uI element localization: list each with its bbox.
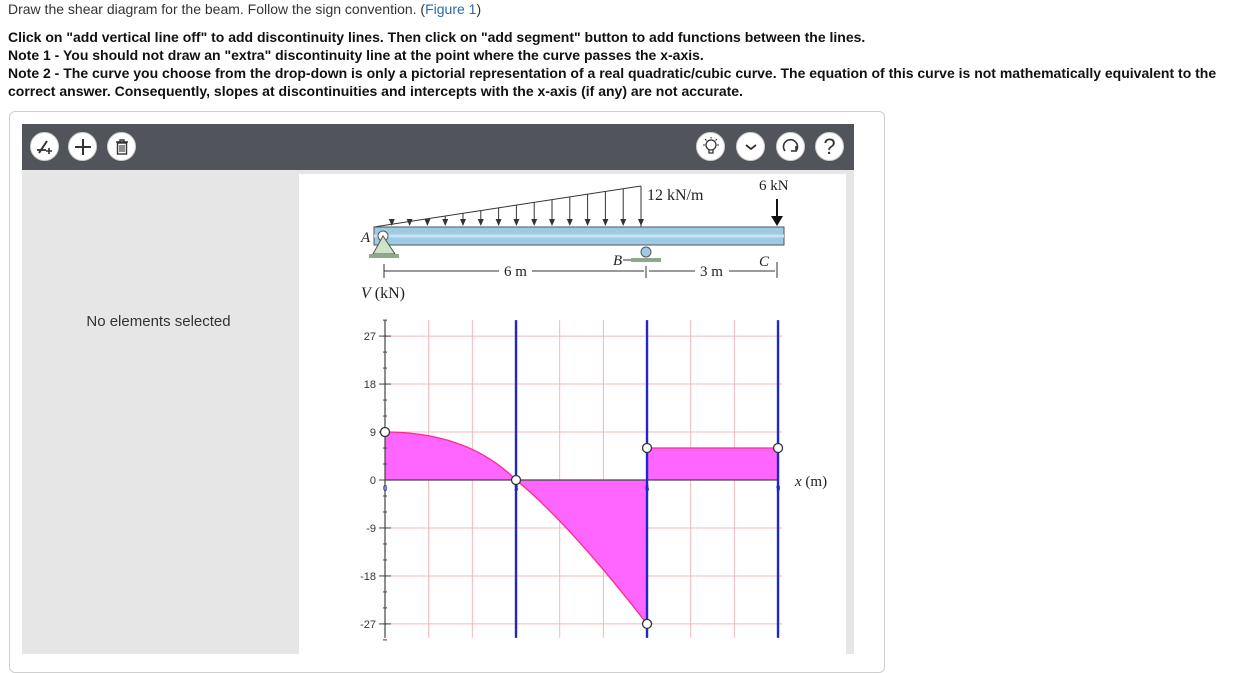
distributed-load-label: 12 kN/m [647,187,704,204]
label-b: B [613,253,623,269]
segment-node[interactable] [774,444,783,453]
add-vertical-line-icon [34,136,56,158]
dim-right-label: 3 m [700,264,723,280]
x-tick-label: 6 [645,484,650,493]
segment-node[interactable] [643,444,652,453]
load-arrow [424,219,430,226]
load-arrow [602,219,608,226]
graph-toolbar [22,124,854,170]
add-segment-button[interactable] [68,132,97,161]
chevron-down-icon [744,142,758,152]
y-tick-label: -18 [360,570,376,583]
dim-left-label: 6 m [504,264,527,280]
load-arrow [531,219,537,226]
selection-status: No elements selected [86,313,231,330]
question-paren: ) [476,1,482,17]
delete-button[interactable] [107,132,136,161]
load-arrow [478,219,484,226]
load-arrow [620,219,626,226]
y-tick-label: -27 [360,618,376,631]
load-arrow [442,219,448,226]
load-arrow [567,219,573,226]
y-tick-label: 27 [363,331,376,344]
x-tick-label: 0 [383,484,388,493]
question-text [8,0,1244,100]
distributed-load-arrows [389,186,644,226]
drawing-canvas[interactable] [299,174,846,654]
y-axis-title: V (kN) [361,285,405,302]
properties-sidebar [22,170,295,654]
options-dropdown-button[interactable] [736,132,765,161]
question-line1 [8,0,1244,18]
roller-support-b [631,247,661,262]
load-arrow [460,219,466,226]
y-tick-label: 0 [369,475,376,487]
load-arrow [549,219,555,226]
segment-fill-2 [516,480,647,624]
reset-button[interactable] [776,132,805,161]
beam-and-shear-figure [299,174,846,654]
hint-button[interactable] [696,132,725,161]
add-vertical-line-button[interactable] [30,132,59,161]
lightbulb-icon [701,137,721,157]
load-arrow [638,219,644,226]
load-arrow [496,219,502,226]
instruction-text: Click on "add vertical line off" to add discontinuity lines. Then click on "add segment" button to add functions between the lines. [8,29,866,45]
question-prompt: Draw the shear diagram for the beam. Follow the sign convention. ( [8,1,426,17]
shear-diagram [360,320,782,640]
reset-icon [781,137,801,157]
segment-fill-1 [385,432,516,480]
add-segment-icon [73,137,93,157]
load-arrow [585,219,591,226]
drawing-area[interactable] [295,170,854,654]
trash-icon [114,138,130,156]
x-tick-label: 9 [776,484,781,493]
help-button[interactable] [815,132,844,161]
load-arrow [407,219,413,226]
x-tick-label: 3 [514,484,519,493]
segment-node[interactable] [381,428,390,437]
label-c: C [759,254,770,270]
help-icon: ? [823,133,836,159]
x-axis-title: x (m) [795,474,828,490]
label-a: A [361,230,371,246]
note-2: Note 2 - The curve you choose from the drop-down is only a pictorial representation of a real quadratic/cubic curve. The equation of this curve is not mathematically equivalent to the correct answer. Consequently, slopes at discontinuities and intercepts with the x-axis (if any) are not accurate. [8,65,1217,99]
figure-link[interactable]: Figure 1 [425,1,477,17]
segment-fill-3 [647,448,778,480]
segment-node[interactable] [512,476,521,485]
segment-node[interactable] [643,619,652,628]
y-tick-label: 9 [369,427,376,440]
point-load-label: 6 kN [759,178,789,194]
y-tick-label: 18 [363,379,376,392]
load-arrow [513,219,519,226]
note-1: Note 1 - You should not draw an "extra" discontinuity line at the point where the curve passes the x-axis. [8,47,704,63]
y-tick-label: -9 [366,522,376,535]
